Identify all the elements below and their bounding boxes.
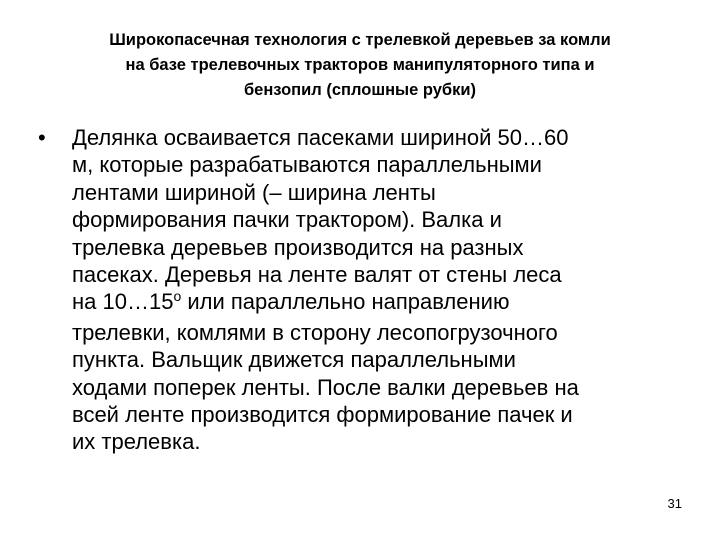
degree-superscript: о	[173, 288, 182, 305]
bullet-line-6: пасеках. Деревья на ленте валят от стены леса	[72, 262, 562, 288]
bullet-line-2: м, которые разрабатываются параллельными	[72, 152, 542, 178]
page-number: 31	[667, 496, 682, 511]
bullet-line-8: трелевки, комлями в сторону лесопогрузочного	[72, 319, 558, 345]
bullet-line-3: лентами шириной (– ширина ленты	[72, 179, 436, 205]
bullet-line-12: их трелевка.	[72, 429, 201, 455]
bullet-line-1: Делянка осваивается пасеками шириной 50…60	[72, 125, 569, 150]
bullet-line-4: формирования пачки трактором). Валка и	[72, 207, 502, 233]
bullet-line-5: трелевка деревьев производится на разных	[72, 234, 524, 260]
bullet-line-10: ходами поперек ленты. После валки деревьев на	[72, 374, 579, 400]
slide-title	[40, 28, 680, 103]
bullet-line-11: всей ленте производится формирование пачек и	[72, 402, 573, 428]
bullet-item	[38, 124, 688, 456]
bullet-line-9: пункта. Вальщик движется параллельными	[72, 347, 516, 373]
bullet-marker: •	[38, 125, 46, 150]
title-line-3: бензопил (сплошные рубки)	[243, 81, 477, 99]
bullet-line-7	[72, 288, 688, 318]
title-line-1: Широкопасечная технология с трелевкой деревьев за комли	[109, 31, 611, 49]
bullet-line-7-rest: или параллельно направлению	[181, 289, 510, 315]
bullet-list	[38, 124, 688, 456]
bullet-line-7-start: на 10…15	[72, 289, 174, 315]
title-line-2: на базе трелевочных тракторов манипуляторного типа и	[125, 56, 595, 74]
